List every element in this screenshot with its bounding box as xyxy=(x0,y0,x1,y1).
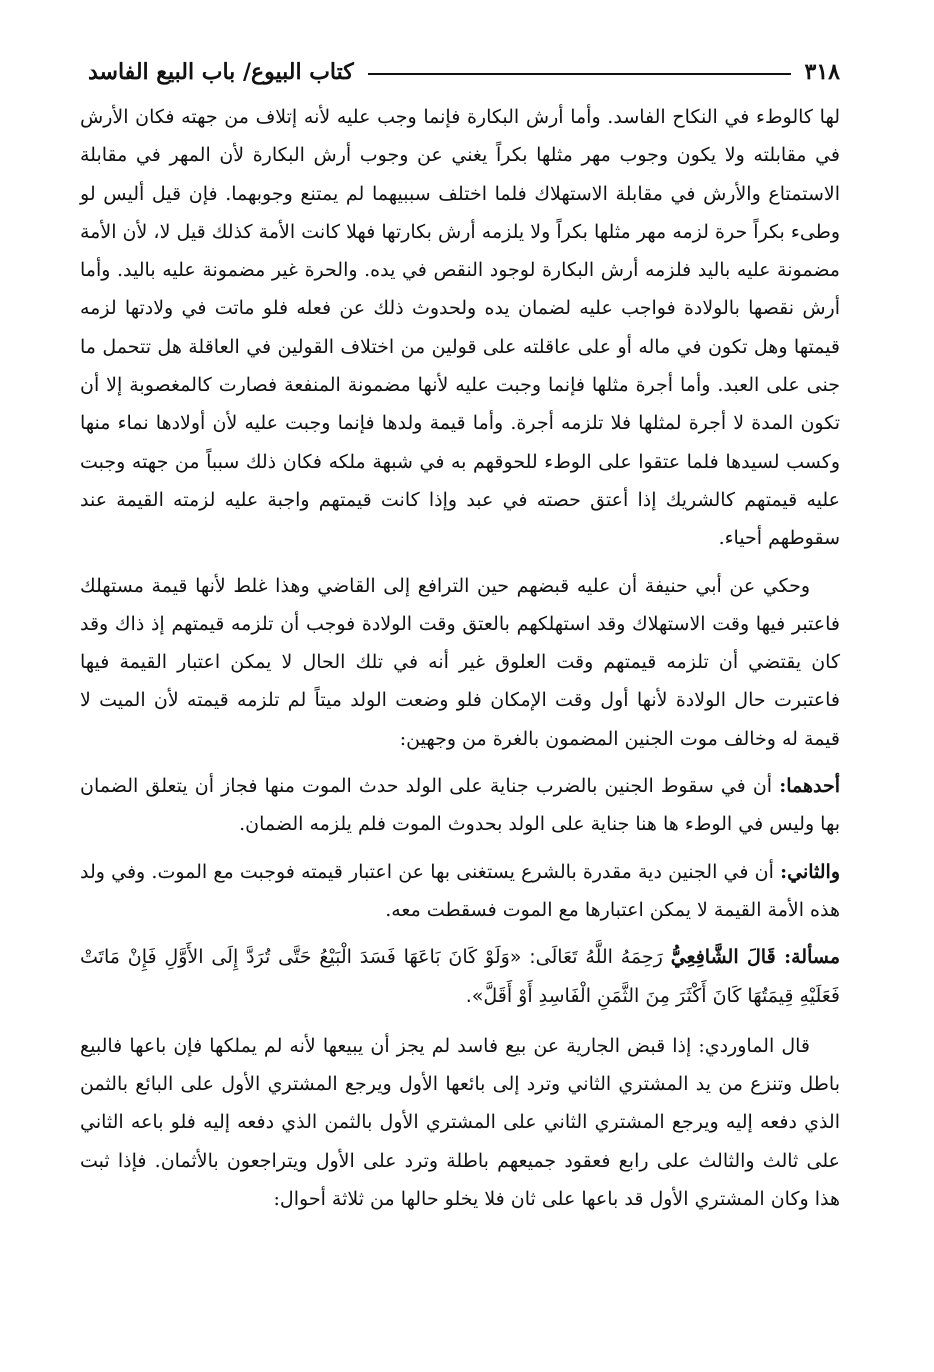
header-rule xyxy=(368,73,791,75)
first-reason-label: أحدهما: xyxy=(779,775,840,798)
paragraph-second-reason xyxy=(80,853,840,930)
page-body xyxy=(80,98,840,1218)
paragraph-1: لها كالوطء في النكاح الفاسد. وأما أرش البكارة فإنما وجب عليه لأنه إتلاف من جهته فكان الأرش في مقابلته ولا يكون وجوب مهر مثلها بكراً يغني عن وجوب أرش البكارة لأن المهر في مقابلة الاستمتاع والأرش في مقابلة الاستهلاك فلما اختلف سببيهما لم يمتنع وجوبهما. فإن قيل أليس لو وطىء بكراً حرة لزمه مهر مثلها بكراً ولا يلزمه أرش بكارتها فهلا كانت الأمة كذلك قيل لا، لأن الأمة مضمونة عليه باليد فلزمه أرش البكارة لوجود النقص في يده. والحرة غير مضمونة عليه باليد. وأما أرش نقصها بالولادة فواجب عليه لضمان يده ولحدوث ذلك عن فعله فلو ماتت في ولادتها لزمه قيمتها وهل تكون في ماله أو على عاقلته على قولين من اختلاف القولين في العاقلة هل تتحمل ما جنى على العبد. وأما أجرة مثلها فإنما وجبت عليه لأنها مضمونة المنفعة فصارت كالمغصوبة إلا أن تكون المدة لا أجرة لمثلها فلا تلزمه أجرة. وأما قيمة ولدها فإنما وجبت عليه لأن أولادها نماء منها وكسب لسيدها فلما عتقوا على الوطء للحوقهم به في شبهة ملكه فكان ذلك سبباً من جهته وجبت عليه قيمتهم كالشريك إذا أعتق حصته في عبد وإذا كانت قيمتهم واجبة عليه لزمته القيمة عند سقوطهم أحياء. xyxy=(80,106,840,550)
page-number: ٣١٨ xyxy=(804,59,840,85)
paragraph-2: وحكي عن أبي حنيفة أن عليه قبضهم حين الترافع إلى القاضي وهذا غلط لأنها قيمة مستهلك فاعتبر فيها وقت الاستهلاك وقد استهلكهم بالعتق وقت الولادة فوجب أن تلزمه قيمتهم إذ ذاك وقد كان يقتضي أن تلزمه قيمتهم وقت العلوق غير أنه في تلك الحال لا يمكن اعتبار القيمة فيها فاعتبرت حال الولادة لأنها أول وقت الإمكان فلو وضعت الولد ميتاً لم تلزمه قيمته لأن الميت لا قيمة له وخالف موت الجنين المضمون بالغرة من وجهين: xyxy=(80,574,840,750)
second-reason-label: والثاني: xyxy=(780,860,840,883)
masala-quote: رَحِمَهُ اللَّهُ تَعَالَى: «وَلَوْ كَانَ بَاعَهَا فَسَدَ الْبَيْعُ حَتَّى تُرَدَّ إِلَى الأَوَّلِ فَإِنْ مَاتَتْ فَعَلَيْهِ قِيمَتُهَا كَانَ أَكْثَرَ مِنَ الثَّمَنِ الْفَاسِدِ أَوْ أَقَلَّ». xyxy=(80,946,840,1007)
first-reason-text: أن في سقوط الجنين بالضرب جناية على الولد حدث الموت منها فجاز أن يتعلق الضمان بها وليس في الوطء ها هنا جناية على الولد بحدوث الموت فلم يلزمه الضمان. xyxy=(80,775,840,836)
paragraph-masala xyxy=(80,938,840,1015)
masala-label: مسألة: قَالَ الشَّافِعِيُّ xyxy=(670,946,840,969)
running-header xyxy=(88,52,840,92)
paragraph-first-reason xyxy=(80,767,840,844)
paragraph-mawardi: قال الماوردي: إذا قبض الجارية عن بيع فاسد لم يجز أن يبيعها لأنه لم يملكها فإن باعها فالبيع باطل وتنزع من يد المشتري الثاني وترد إلى بائعها الأول ويرجع المشتري الأول على البائع بالثمن الذي دفعه إليه ويرجع المشتري الثاني على المشتري الأول بالثمن الذي دفعه إليه فلو باعه الثاني على ثالث والثالث على رابع فعقود جميعهم باطلة وترد على الأول ويتراجعون بالأثمان. فإذا ثبت هذا وكان المشتري الأول قد باعها على ثان فلا يخلو حالها من ثلاثة أحوال: xyxy=(80,1034,840,1211)
running-title: كتاب البيوع/ باب البيع الفاسد xyxy=(88,59,354,85)
second-reason-text: أن في الجنين دية مقدرة بالشرع يستغنى بها عن اعتبار قيمته فوجبت مع الموت. وفي ولد هذه الأمة القيمة لا يمكن اعتبارها مع الموت فسقطت معه. xyxy=(80,860,840,921)
